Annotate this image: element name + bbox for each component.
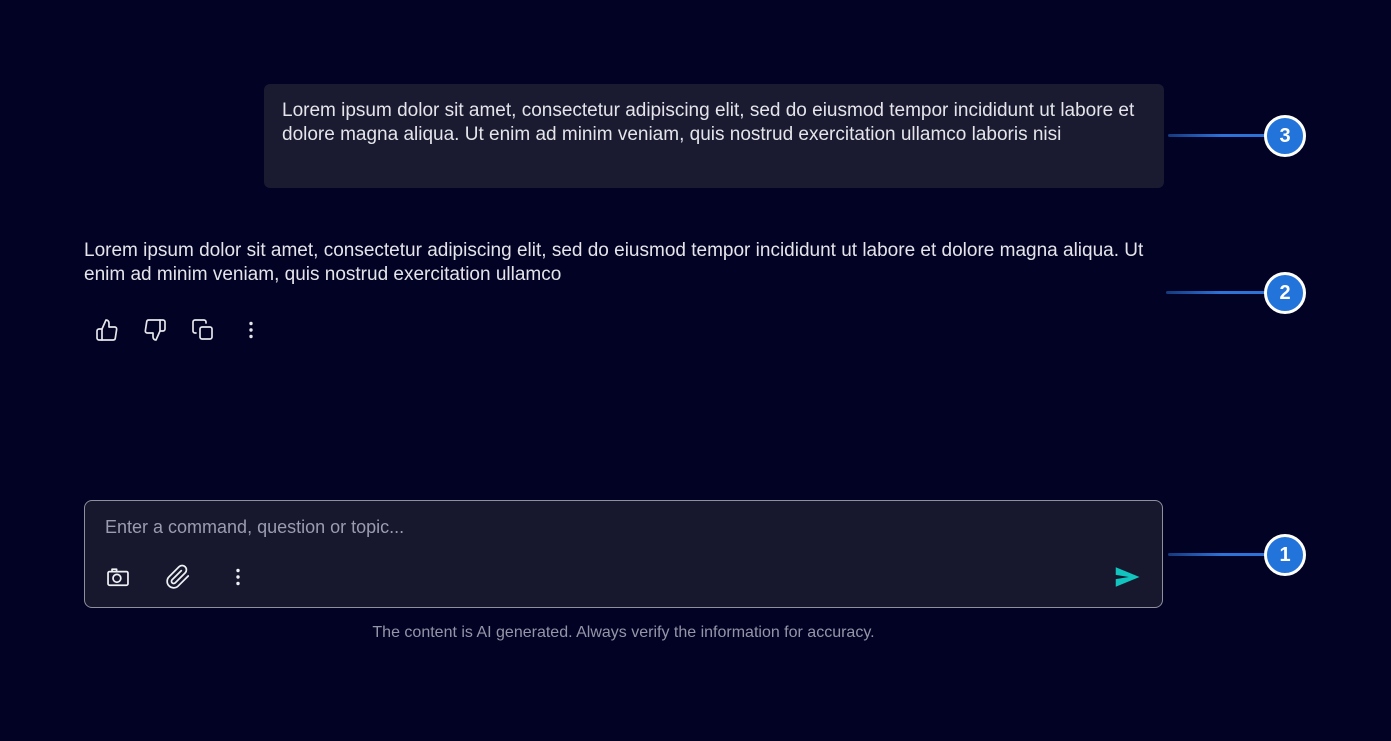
thumbs-down-icon [143,318,167,342]
thumbs-down-button[interactable] [143,318,167,342]
callout-3-badge [1264,115,1306,157]
ai-disclaimer-text: The content is AI generated. Always verify the information for accuracy. [372,624,875,641]
kebab-menu-icon [226,565,250,592]
copy-icon [191,318,215,342]
callout-1-number: 1 [1279,543,1291,566]
composer-more-options-button[interactable] [225,565,251,591]
send-button[interactable] [1112,563,1142,593]
attach-file-button[interactable] [165,565,191,591]
thumbs-up-button[interactable] [95,318,119,342]
callout-3-number: 3 [1279,124,1291,147]
send-icon [1112,562,1142,595]
composer-toolbar [105,563,1142,593]
paperclip-icon [165,564,191,593]
callout-1-badge [1264,534,1306,576]
copy-button[interactable] [191,318,215,342]
assistant-message-text: Lorem ipsum dolor sit amet, consectetur adipiscing elit, sed do eiusmod tempor incididunt ut labore et dolore magna aliqua. Ut enim ad minim veniam, quis nostrud exercitation ullamco [84,240,1144,285]
kebab-menu-icon [239,318,263,342]
callout-2-number: 2 [1279,281,1291,304]
user-message-bubble [264,84,1164,188]
composer-tools [105,565,251,591]
composer [84,500,1163,608]
callout-1-connector-line [1168,553,1266,556]
thumbs-up-icon [95,318,119,342]
callout-2-connector-line [1166,291,1266,294]
camera-icon [105,564,131,593]
callout-3-connector-line [1168,134,1266,137]
user-message-text: Lorem ipsum dolor sit amet, consectetur adipiscing elit, sed do eiusmod tempor incididunt ut labore et dolore magna aliqua. Ut enim ad minim veniam, quis nostrud exercitation ullamco laboris nisi [282,100,1135,145]
composer-input[interactable] [105,513,1142,541]
assistant-more-options-button[interactable] [239,318,263,342]
assistant-action-bar [95,318,263,342]
callout-2-badge [1264,272,1306,314]
camera-button[interactable] [105,565,131,591]
